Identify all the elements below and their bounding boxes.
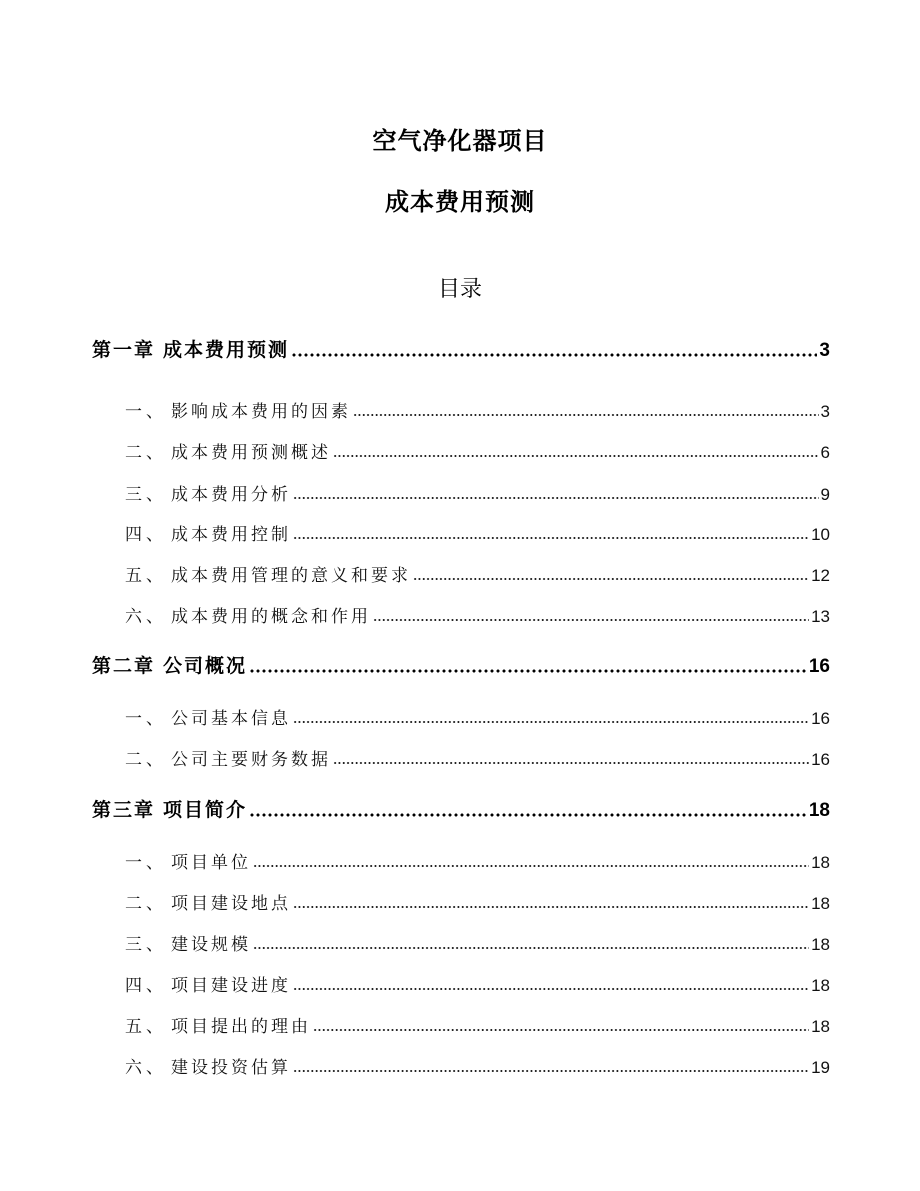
toc-page-number: 3 (819, 340, 830, 361)
toc-page-number: 12 (811, 566, 830, 585)
toc-entry-label: 影响成本费用的因素 (171, 402, 351, 422)
toc-entry-number: 三、 (125, 935, 167, 955)
toc-entry-number: 四、 (125, 525, 167, 545)
toc-page-number: 10 (811, 525, 830, 544)
toc-page-number: 9 (820, 485, 830, 504)
toc-entry-number: 一、 (125, 853, 167, 873)
document-subtitle: 成本费用预测 (385, 188, 535, 216)
toc-section-entry[interactable] (125, 520, 830, 546)
toc-page-number: 18 (808, 800, 830, 821)
toc-page-number: 18 (811, 976, 830, 995)
toc-entry-label: 项目建设地点 (171, 894, 291, 914)
toc-section-entry[interactable] (125, 704, 830, 730)
toc-chapter-entry[interactable] (92, 795, 830, 823)
toc-page-number: 3 (820, 402, 830, 421)
toc-entry-number: 六、 (125, 607, 167, 627)
toc-entry-label: 成本费用控制 (171, 525, 291, 545)
toc-dot-leader (253, 946, 809, 950)
toc-entry-label: 建设规模 (171, 935, 251, 955)
toc-dot-leader (293, 987, 809, 991)
document-title: 空气净化器项目 (372, 127, 548, 155)
toc-dot-leader (293, 536, 809, 540)
toc-page-number: 16 (811, 750, 830, 769)
toc-page-number: 18 (811, 853, 830, 872)
toc-entry-number: 一、 (125, 402, 167, 422)
toc-section-entry[interactable] (125, 602, 830, 628)
toc-dot-leader (293, 1069, 809, 1073)
toc-entry-label: 项目单位 (171, 853, 251, 873)
toc-page-number: 16 (811, 709, 830, 728)
toc-page-number: 13 (811, 607, 830, 626)
toc-section-entry[interactable] (125, 397, 830, 423)
toc-entry-label: 项目提出的理由 (171, 1017, 311, 1037)
toc-entry-label: 成本费用预测 (163, 339, 290, 361)
toc-entry-number: 二、 (125, 750, 167, 770)
toc-section-entry[interactable] (125, 438, 830, 464)
toc-section-entry[interactable] (125, 561, 830, 587)
toc-entry-number: 第一章 (92, 339, 156, 361)
toc-dot-leader (333, 761, 809, 765)
toc-dot-leader (249, 669, 807, 673)
toc-entry-number: 四、 (125, 976, 167, 996)
toc-entry-label: 成本费用的概念和作用 (171, 607, 371, 627)
toc-section-entry[interactable] (125, 930, 830, 956)
toc-entry-label: 成本费用管理的意义和要求 (171, 566, 411, 586)
toc-section-entry[interactable] (125, 971, 830, 997)
toc-section-entry[interactable] (125, 1012, 830, 1038)
toc-dot-leader (333, 454, 819, 458)
toc-page-number: 18 (811, 935, 830, 954)
toc-entry-label: 建设投资估算 (171, 1058, 291, 1078)
toc-entry-label: 成本费用预测概述 (171, 443, 331, 463)
toc-section-entry[interactable] (125, 480, 830, 506)
toc-section-entry[interactable] (125, 1053, 830, 1079)
toc-entry-number: 一、 (125, 709, 167, 729)
toc-entry-label: 公司基本信息 (171, 709, 291, 729)
toc-dot-leader (291, 353, 817, 357)
toc-entry-number: 六、 (125, 1058, 167, 1078)
toc-entry-label: 公司主要财务数据 (171, 750, 331, 770)
toc-entry-label: 成本费用分析 (171, 485, 291, 505)
toc-dot-leader (293, 905, 809, 909)
toc-entry-number: 三、 (125, 485, 167, 505)
toc-page-number: 16 (808, 656, 830, 677)
toc-dot-leader (353, 413, 819, 417)
toc-entry-number: 五、 (125, 1017, 167, 1037)
toc-dot-leader (413, 577, 809, 581)
toc-section-entry[interactable] (125, 848, 830, 874)
toc-dot-leader (249, 813, 807, 817)
toc-entry-number: 五、 (125, 566, 167, 586)
toc-entry-number: 第三章 (92, 799, 156, 821)
toc-section-entry[interactable] (125, 889, 830, 915)
toc-dot-leader (293, 496, 819, 500)
toc-entry-label: 项目建设进度 (171, 976, 291, 996)
toc-page-number: 19 (811, 1058, 830, 1077)
toc-page-number: 18 (811, 894, 830, 913)
toc-section-entry[interactable] (125, 745, 830, 771)
toc-heading: 目录 (437, 277, 482, 302)
toc-page-number: 18 (811, 1017, 830, 1036)
toc-dot-leader (313, 1028, 809, 1032)
toc-dot-leader (293, 720, 809, 724)
toc-chapter-entry[interactable] (92, 651, 830, 679)
toc-chapter-entry[interactable] (92, 335, 830, 363)
toc-page-number: 6 (820, 443, 830, 462)
toc-entry-label: 公司概况 (163, 655, 248, 677)
toc-entry-number: 第二章 (92, 655, 156, 677)
toc-entry-label: 项目简介 (163, 799, 248, 821)
toc-entry-number: 二、 (125, 443, 167, 463)
toc-dot-leader (253, 864, 809, 868)
toc-entry-number: 二、 (125, 894, 167, 914)
toc-dot-leader (373, 618, 809, 622)
